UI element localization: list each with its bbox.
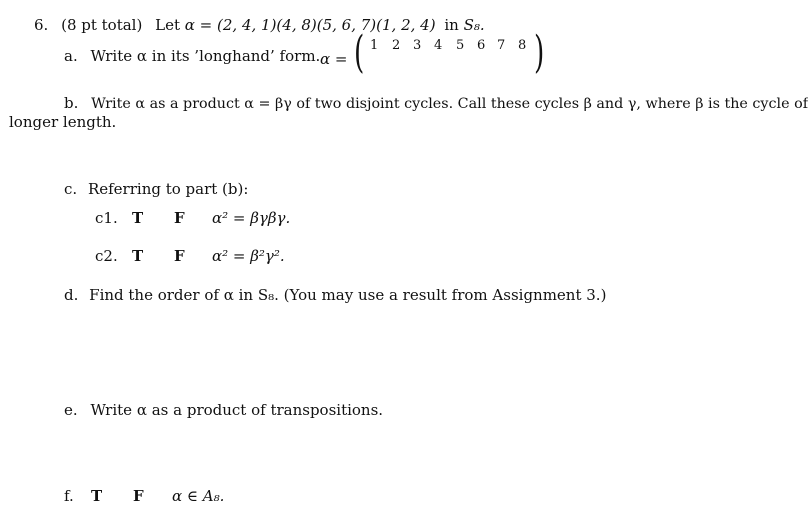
question-header: [34, 16, 485, 34]
part-c2-label: c2.: [95, 247, 118, 265]
left-parenthesis: (: [354, 27, 365, 78]
part-c: [64, 180, 248, 198]
part-f-label: f.: [64, 487, 74, 505]
f-false-option: F: [133, 487, 144, 505]
top-row-entry: 3: [413, 38, 422, 53]
part-a-label: a.: [64, 47, 78, 65]
c2-true-option: T: [132, 247, 144, 265]
part-b-label: b.: [64, 94, 79, 112]
part-b-text-line2: longer length.: [9, 113, 117, 131]
alpha-equals: α =: [320, 50, 348, 68]
question-number: 6.: [34, 16, 49, 34]
let-text: Let: [155, 16, 180, 34]
question-points: (8 pt total): [61, 16, 143, 34]
part-d-text: Find the order of α in S₈. (You may use a result from Assignment 3.): [89, 286, 607, 304]
c1-false-option: F: [174, 209, 185, 227]
top-row-entry: 7: [497, 38, 506, 53]
right-parenthesis: ): [534, 27, 545, 78]
alpha-definition: α = (2, 4, 1)(4, 8)(5, 6, 7)(1, 2, 4): [184, 16, 436, 34]
part-b: [64, 94, 808, 113]
f-true-option: T: [91, 487, 103, 505]
part-c-text: Referring to part (b):: [87, 180, 249, 198]
part-d-label: d.: [64, 286, 79, 304]
f-statement: α ∈ A₈.: [172, 487, 225, 505]
top-row-entry: 6: [477, 38, 486, 53]
c2-equation: α² = β²γ².: [212, 247, 285, 265]
part-a: [64, 47, 320, 65]
top-row-entry: 5: [456, 38, 465, 53]
part-e-label: e.: [64, 401, 78, 419]
top-row-entry: 1: [370, 38, 379, 53]
c2-false-option: F: [174, 247, 185, 265]
in-text: in: [444, 16, 459, 34]
top-row-entry: 8: [518, 38, 527, 53]
group-s8: S₈.: [463, 16, 485, 34]
top-row-entry: 4: [434, 38, 443, 53]
part-e-text: Write α as a product of transpositions.: [90, 401, 384, 419]
c1-equation: α² = βγβγ.: [212, 209, 291, 227]
part-a-text: Write α in its ’longhand’ form.: [90, 47, 321, 65]
part-d: [64, 286, 606, 304]
c1-true-option: T: [132, 209, 144, 227]
part-e: [64, 401, 383, 419]
top-row-entry: 2: [392, 38, 401, 53]
part-b-text-line1: Write α as a product α = βγ of two disjoint cycles. Call these cycles β and γ, where β is the cycle of: [91, 96, 808, 112]
part-c1-label: c1.: [95, 209, 118, 227]
part-c-label: c.: [64, 180, 78, 198]
